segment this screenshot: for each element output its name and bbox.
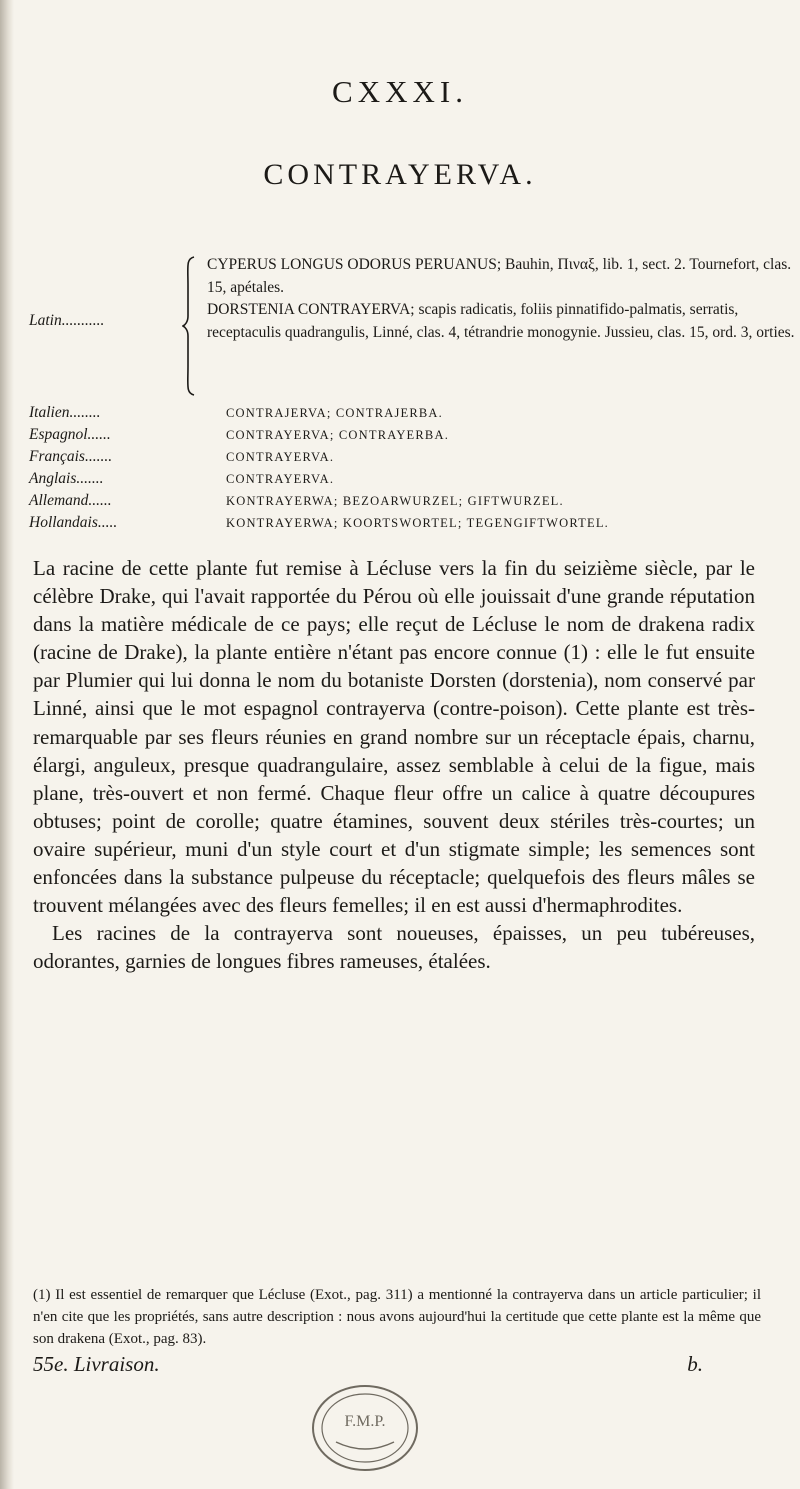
lang-names: KONTRAYERWA; KOORTSWORTEL; TEGENGIFTWORTEL. <box>226 516 610 530</box>
library-stamp-icon <box>306 1376 424 1476</box>
lang-names: CONTRAJERVA; CONTRAJERBA. <box>226 406 443 420</box>
lang-row-espagnol <box>29 424 789 446</box>
lang-label: Anglais....... <box>29 470 104 487</box>
lang-row-francais <box>29 446 789 468</box>
body-paragraph: La racine de cette plante fut remise à Lécluse vers la fin du seizième siècle, par le célèbre Drake, qui l'avait rapportée du Pérou où elle jouissait d'une grande réputation dans la matière médicale de ce pays; elle reçut de Lécluse le nom de drakena radix (racine de Drake), la plante entière n'étant pas encore connue (1) : elle le fut ensuite par Plumier qui lui donna le nom du botaniste Dorsten (dorstenia), nom conservé par Linné, ainsi que le mot espagnol contrayerva (contre-poison). Cette plante est très-remarquable par ses fleurs réunies en grand nombre sur un réceptacle épais, charnu, élargi, anguleux, presque quadrangulaire, assez semblable à celui de la figue, mais plane, très-ouvert et non fermé. Chaque fleur offre un calice à quatre découpures obtuses; point de corolle; quatre étamines, souvent deux stériles très-courtes; un ovaire supérieur, muni d'un style court et d'un stigmate simple; les semences sont enfoncées dans la substance pulpeuse du réceptacle; quelquefois des fleurs mâles se trouvent mélangées avec des fleurs femelles; il en est aussi d'hermaphrodites. <box>33 556 755 918</box>
livraison-label: 55e. Livraison. <box>33 1352 160 1376</box>
lang-names: CONTRAYERVA; CONTRAYERBA. <box>226 428 450 442</box>
page-title: CONTRAYERVA. <box>263 158 537 191</box>
signature-mark: b. <box>687 1352 703 1376</box>
lang-row-italien <box>29 402 789 424</box>
body-text <box>33 554 755 975</box>
plate-number: CXXXI. <box>332 74 468 109</box>
lang-label: Français....... <box>29 448 113 465</box>
body-paragraph: Les racines de la contrayerva sont noueuses, épaisses, un peu tubéreuses, odorantes, garnies de longues fibres rameuses, étalées. <box>33 921 755 974</box>
latin-text <box>207 254 800 344</box>
latin-synonyms <box>29 254 795 402</box>
synonymy-table <box>29 254 795 534</box>
page-binding-edge <box>0 0 14 1489</box>
lang-row-allemand <box>29 490 789 512</box>
brace-icon <box>182 256 196 396</box>
lang-label: Hollandais..... <box>29 514 118 531</box>
stamp-text: F.M.P. <box>344 1413 386 1430</box>
lang-row-anglais <box>29 468 789 490</box>
footnote: (1) Il est essentiel de remarquer que Lécluse (Exot., pag. 311) a mentionné la contrayerva dans un article particulier; il n'en cite que les propriétés, sans autre description : nous avons aujourd'hui la certitude que cette plante est la même que son drakena (Exot., pag. 83). <box>33 1287 761 1347</box>
latin-entry-cyperus: CYPERUS LONGUS ODORUS PERUANUS; Bauhin, Πιναξ, lib. 1, sect. 2. Tournefort, clas. 15, apétales. <box>207 256 792 296</box>
lang-label: Allemand...... <box>29 492 112 509</box>
lang-names: CONTRAYERVA. <box>226 472 335 486</box>
lang-label: Italien........ <box>29 404 101 421</box>
latin-label: Latin........... <box>29 312 105 329</box>
lang-names: KONTRAYERWA; BEZOARWURZEL; GIFTWURZEL. <box>226 494 564 508</box>
lang-label: Espagnol...... <box>29 426 111 443</box>
lang-names: CONTRAYERVA. <box>226 450 335 464</box>
latin-entry-dorstenia: DORSTENIA CONTRAYERVA; scapis radicatis, foliis pinnatifido-palmatis, serratis, receptaculis quadrangulis, Linné, clas. 4, tétrandrie monogynie. Jussieu, clas. 15, ord. 3, orties. <box>207 301 795 341</box>
lang-row-hollandais <box>29 512 789 534</box>
